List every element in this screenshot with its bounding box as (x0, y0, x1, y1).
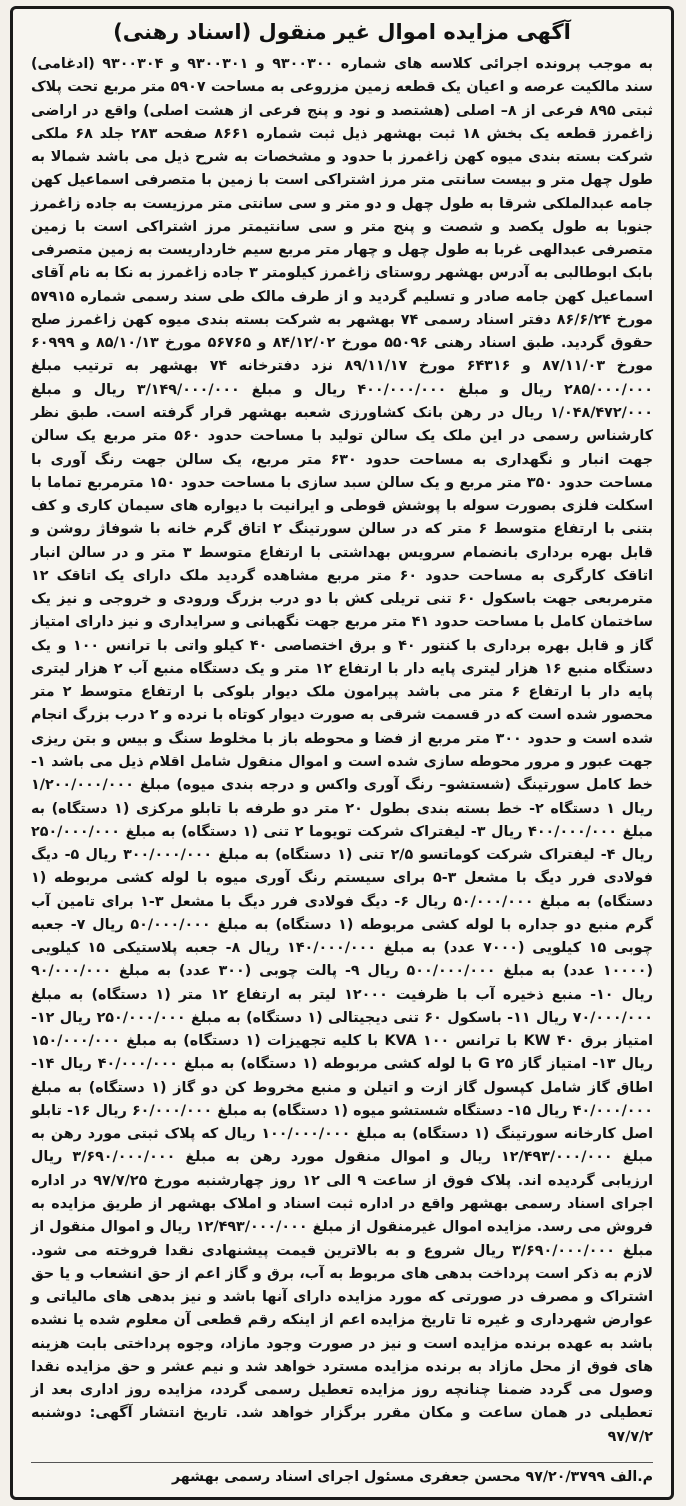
title-container (13, 17, 671, 47)
notice-frame (10, 6, 674, 1500)
notice-body: به موجب پرونده اجرائی کلاسه های شماره ۹۳۰۰۳۰۰ و ۹۳۰۰۳۰۱ و ۹۳۰۰۳۰۴ (ادغامی) سند مالکیت عرصه و اعیان یک قطعه زمین مزروعی به مساحت ۵۹۰۷ متر مربع تحت پلاک ثبتی ۸۹۵ فرعی از ۸– اصلی (هشتصد و نود و پنج فرعی از هشت اصلی) واقع در اراضی زاغمرز قطعه یک بخش ۱۸ ثبت بهشهر ذیل ثبت شماره ۸۶۶۱ صفحه ۲۸۳ جلد ۶۸ ملکی شرکت بسته بندی میوه کهن زاغمرز با حدود و مشخصات به شرح ذیل می باشد شمالا به طول چهل متر و بیست سانتی متر مرز اشتراکی است با زمین با متصرفی اسماعیل کهن جامه عبدالملکی شرقا به طول چهل و دو متر و سی سانتی متر مرزیست به جاده زاغمرز جنوبا به طول یکصد و شصت و پنج متر و سی سانتیمتر مرز اشتراکی است با زمین متصرفی عبدالهی غربا به طول چهل و چهار متر مربع سیم خارداریست به زمین متصرفی بابک ابوطالبی به آدرس بهشهر روستای زاغمرز کیلومتر ۳ جاده زاغمرز به نکا به نام آقای اسماعیل کهن جامه صادر و تسلیم گردید و از طرف مالک طی سند رسمی شماره ۵۷۹۱۵ مورخ ۸۶/۶/۲۴ دفتر اسناد رسمی ۷۴ بهشهر به شرکت بسته بندی میوه کهن زاغمرز صلح حقوق گردید. طبق اسناد رهنی ۵۵۰۹۶ مورخ ۸۴/۱۲/۰۲ و ۵۶۷۶۵ مورخ ۸۵/۱۰/۱۳ و ۶۰۹۹۹ مورخ ۸۷/۱۱/۰۳ و ۶۴۳۱۶ مورخ ۸۹/۱۱/۱۷ نزد دفترخانه ۷۴ بهشهر به ترتیب مبلغ ۲۸۵/۰۰۰/۰۰۰ ریال و مبلغ ۴۰۰/۰۰۰/۰۰۰ ریال و مبلغ ۳/۱۴۹/۰۰۰/۰۰۰ ریال و مبلغ ۱/۰۴۸/۴۷۲/۰۰۰ ریال در رهن بانک کشاورزی شعبه بهشهر قرار گرفته است. طبق نظر کارشناس رسمی در این ملک یک سالن تولید با مساحت حدود ۵۶۰ متر مربع یک سالن جهت انبار و نگهداری به مساحت حدود ۶۳۰ متر مربع، یک سالن جهت رنگ آوری با مساحت حدود ۳۵۰ متر مربع و یک سالن سبد سازی با مساحت حدود ۱۵۰ مترمربع تماما با اسکلت فلزی بصورت سوله با پوشش قوطی و ایرانیت با دیواره های سیمان کاری و کف بتنی با ارتفاع متوسط ۶ متر که در سالن سورتینگ ۲ اتاق گرم خانه با شوفاژ روشن و قابل بهره برداری بانضمام سرویس بهداشتی با ارتفاع متوسط ۳ متر و در سالن انبار اتاقک کارگری به مساحت حدود ۶۰ متر مربع مشاهده گردید ملک دارای یک اتاقک ۱۲ مترمربعی جهت باسکول ۶۰ تنی تریلی کش با دو درب بزرگ ورودی و خروجی و نیز یک ساختمان کامل با مساحت حدود ۴۱ متر مربع جهت نگهبانی و سرایداری و نیز دارای امتیاز گاز و قابل بهره برداری با کنتور ۴۰ و برق اختصاصی ۴۰ کیلو واتی با ترانس ۱۰۰ و یک دستگاه منبع ۱۶ هزار لیتری پایه دار با ارتفاع ۱۲ متر و یک دستگاه منبع آب ۲ هزار لیتری پایه دار با ارتفاع ۶ متر می باشد پیرامون ملک دیوار بلوکی با ارتفاع متوسط ۲ متر محصور شده است که در قسمت شرقی به صورت دیوار کوتاه با نرده و ۲ درب بزرگ انجام شده است و حدود ۳۰۰ متر مربع از فضا و محوطه باز با مخلوط سنگ و بیس و بتن ریزی جهت عبور و مرور محوطه سازی شده است و اموال منقول شامل اقلام ذیل می باشد ۱- خط کامل سورتینگ (شستشو– رنگ آوری واکس و درجه بندی میوه) مبلغ ۱/۲۰۰/۰۰۰/۰۰۰ ریال ۱ دستگاه ۲- خط بسته بندی بطول ۲۰ متر دو طرفه با تابلو مرکزی (۱ دستگاه) به مبلغ ۴۰۰/۰۰۰/۰۰۰ ریال ۳- لیفتراک شرکت تویوما ۲ تنی (۱ دستگاه) به مبلغ ۲۵۰/۰۰۰/۰۰۰ ریال ۴- لیفتراک شرکت کوماتسو ۲/۵ تنی (۱ دستگاه) به مبلغ ۳۰۰/۰۰۰/۰۰۰ ریال ۵- دیگ فولادی فرر دیگ با مشعل ۳-۵ برای سیستم رنگ آوری میوه با لوله کشی مربوطه (۱ دستگاه) به مبلغ ۵۰/۰۰۰/۰۰۰ ریال ۶- دیگ فولادی فرر دیگ با مشعل ۳-۱ برای تامین آب گرم منبع دو جداره با لوله کشی مربوطه (۱ دستگاه) به مبلغ ۵۰/۰۰۰/۰۰۰ ریال ۷- جعبه چوبی ۱۵ کیلویی (۷۰۰۰ عدد) به مبلغ ۱۴۰/۰۰۰/۰۰۰ ریال ۸- جعبه پلاستیکی ۱۵ کیلویی (۱۰۰۰۰ عدد) به مبلغ ۵۰۰/۰۰۰/۰۰۰ ریال ۹- پالت چوبی (۳۰۰ عدد) به مبلغ ۹۰/۰۰۰/۰۰۰ ریال ۱۰- منبع ذخیره آب با ظرفیت ۱۲۰۰۰ لیتر به ارتفاع ۱۲ متر (۱ دستگاه) به مبلغ ۷۰/۰۰۰/۰۰۰ ریال ۱۱- باسکول ۶۰ تنی دیجیتالی (۱ دستگاه) به مبلغ ۲۵۰/۰۰۰/۰۰۰ ریال ۱۲- امتیاز برق ۴۰ KW با ترانس ۱۰۰ KVA با کلیه تجهیزات (۱ دستگاه) به مبلغ ۱۵۰/۰۰۰/۰۰۰ ریال ۱۳- امتیاز گاز G ۲۵ با لوله کشی مربوطه (۱ دستگاه) به مبلغ ۴۰/۰۰۰/۰۰۰ ریال ۱۴- اطاق گاز شامل کپسول گاز ازت و اتیلن و منبع مخروط کن دو گاز (۱ دستگاه) به مبلغ ۴۰/۰۰۰/۰۰۰ ریال ۱۵- دستگاه شستشو میوه (۱ دستگاه) به مبلغ ۶۰/۰۰۰/۰۰۰ ریال ۱۶- تابلو اصل کارخانه سورتینگ (۱ دستگاه) به مبلغ ۱۰۰/۰۰۰/۰۰۰ ریال که پلاک ثبتی مورد رهن به مبلغ ۱۲/۴۹۳/۰۰۰/۰۰۰ ریال و اموال منقول مورد رهن به مبلغ ۳/۶۹۰/۰۰۰/۰۰۰ ریال ارزیابی گردیده اند. پلاک فوق از ساعت ۹ الی ۱۲ روز چهارشنبه مورخ ۹۷/۷/۲۵ در اداره اجرای اسناد رسمی بهشهر واقع در اداره ثبت اسناد و املاک بهشهر از طریق مزایده به فروش می رسد. مزایده اموال غیرمنقول از مبلغ ۱۲/۴۹۳/۰۰۰/۰۰۰ ریال و اموال منقول از مبلغ ۳/۶۹۰/۰۰۰/۰۰۰ ریال شروع و به بالاترین قیمت پیشنهادی نقدا فروخته می شود. لازم به ذکر است پرداخت بدهی های مربوط به آب، برق و گاز اعم از حق انشعاب و یا حق اشتراک و مصرف در صورتی که مورد مزایده دارای آنها باشد و نیز بدهی های مالیاتی و عوارض شهرداری و غیره تا تاریخ مزایده اعم از اینکه رقم قطعی آن معلوم شده یا نشده باشد به عهده برنده مزایده است و نیز در صورت وجود مازاد، وجوه پرداختی بابت هزینه های فوق از محل مازاد به برنده مزایده مسترد خواهد شد و نیم عشر و حق مزایده نقدا وصول می گردد ضمنا چنانچه روز مزایده تعطیل رسمی گردد، مزایده روز اداری بعد از تعطیلی در همان ساعت و مکان مقرر برگزار خواهد شد. تاریخ انتشار آگهی: دوشنبه ۹۷/۷/۲ (31, 56, 654, 1445)
notice-footer: م.الف ۹۷/۲۰/۳۷۹۹ محسن جعفری مسئول اجرای اسناد رسمی بهشهر (31, 1462, 653, 1485)
notice-title: آگهی مزایده اموال غیر منقول (اسناد رهنی) (113, 20, 571, 44)
